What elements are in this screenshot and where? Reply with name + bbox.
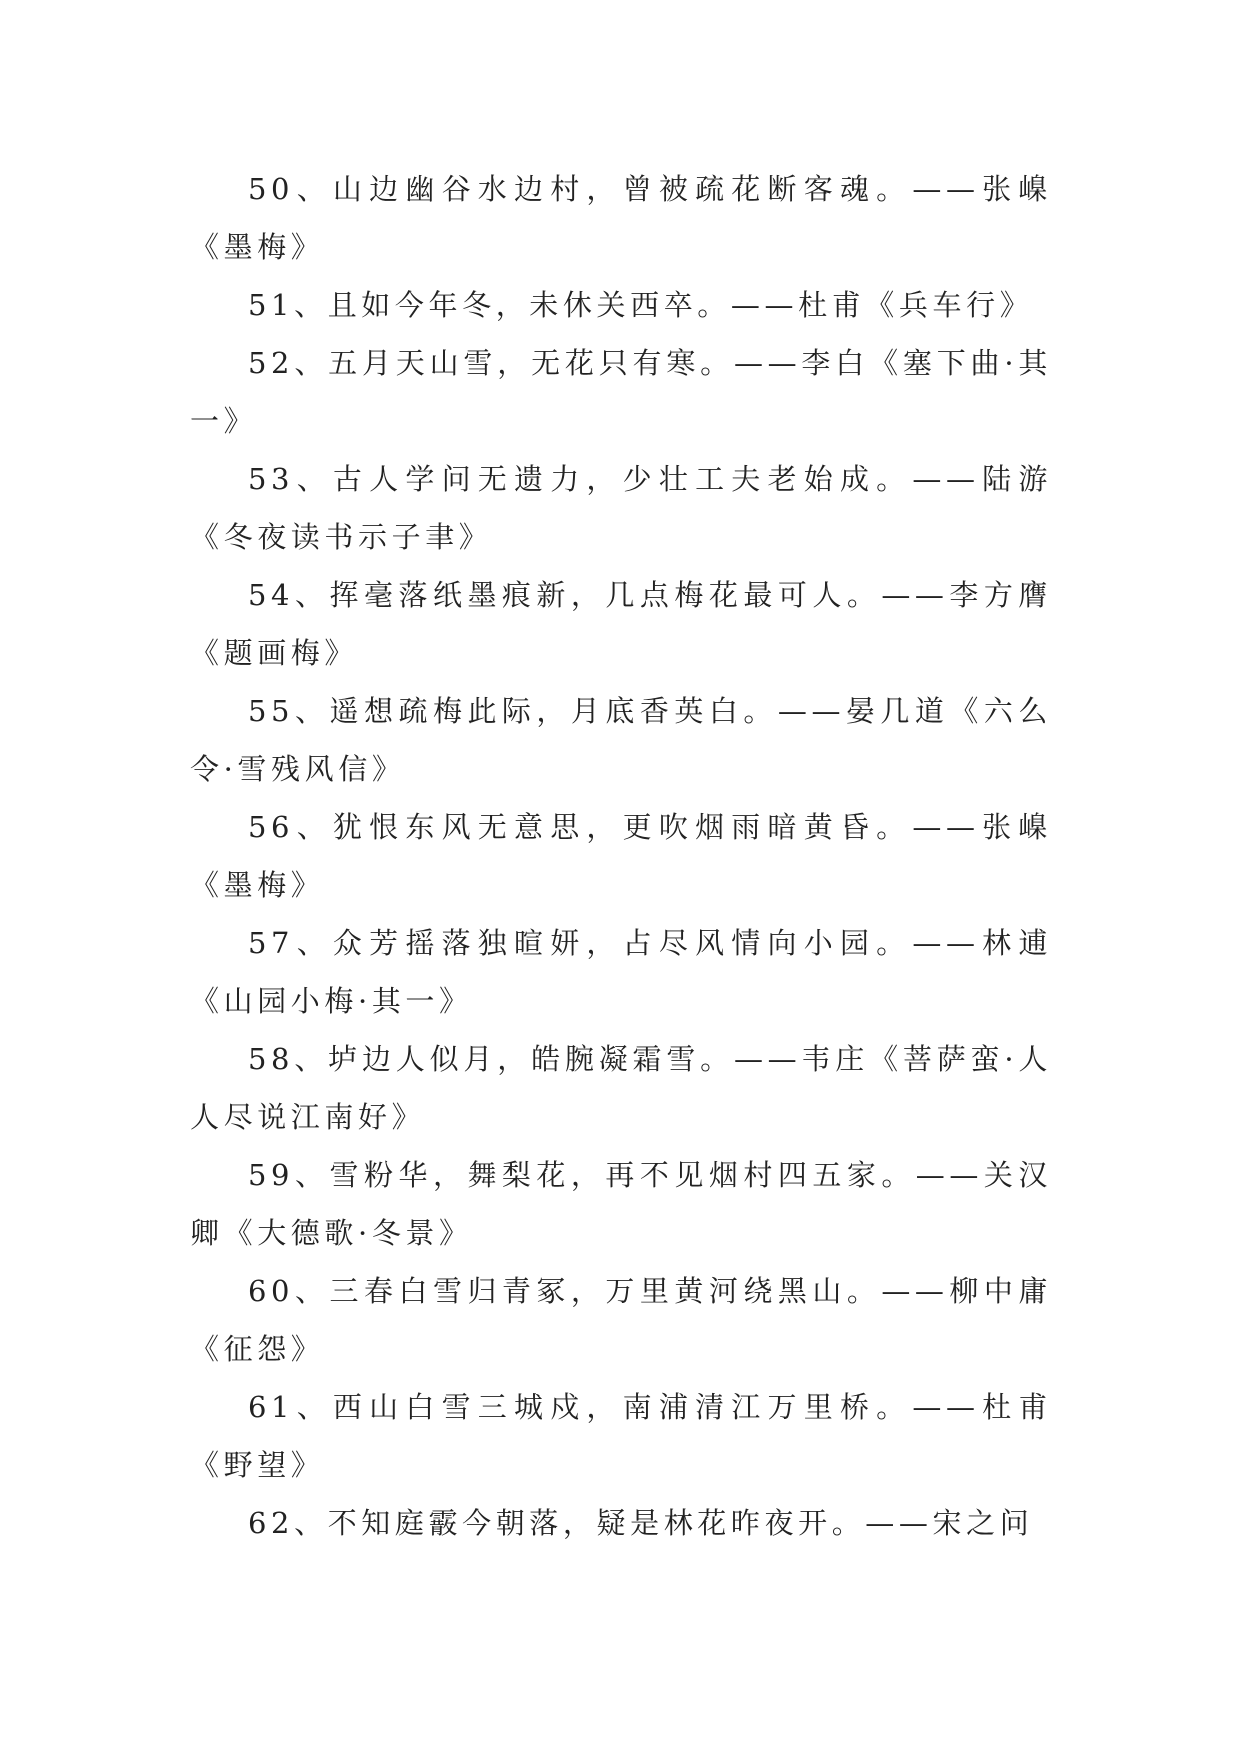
poem-line-50: 50、山边幽谷水边村，曾被疏花断客魂。——张嵲《墨梅》 [190, 172, 1052, 264]
poem-line-52: 52、五月天山雪，无花只有寒。——李白《塞下曲·其一》 [190, 346, 1052, 438]
poem-line-57: 57、众芳摇落独暄妍，占尽风情向小园。——林逋《山园小梅·其一》 [190, 926, 1052, 1018]
poem-line-61: 61、西山白雪三城戍，南浦清江万里桥。——杜甫《野望》 [190, 1390, 1052, 1482]
poem-line-59: 59、雪粉华，舞梨花，再不见烟村四五家。——关汉卿《大德歌·冬景》 [190, 1158, 1052, 1250]
poem-line-60: 60、三春白雪归青冢，万里黄河绕黑山。——柳中庸《征怨》 [190, 1274, 1052, 1366]
poem-line-51: 51、且如今年冬，未休关西卒。——杜甫《兵车行》 [248, 288, 1034, 322]
poem-line-58: 58、垆边人似月，皓腕凝霜雪。——韦庄《菩萨蛮·人人尽说江南好》 [190, 1042, 1052, 1134]
poem-line-53: 53、古人学问无遗力，少壮工夫老始成。——陆游《冬夜读书示子聿》 [190, 462, 1052, 554]
poem-line-55: 55、遥想疏梅此际，月底香英白。——晏几道《六么令·雪残风信》 [190, 694, 1052, 786]
poem-line-54: 54、挥毫落纸墨痕新，几点梅花最可人。——李方膺《题画梅》 [190, 578, 1052, 670]
poem-line-62: 62、不知庭霰今朝落，疑是林花昨夜开。——宋之问 [248, 1506, 1034, 1540]
document-body [190, 160, 1052, 1552]
poem-line-56: 56、犹恨东风无意思，更吹烟雨暗黄昏。——张嵲《墨梅》 [190, 810, 1052, 902]
